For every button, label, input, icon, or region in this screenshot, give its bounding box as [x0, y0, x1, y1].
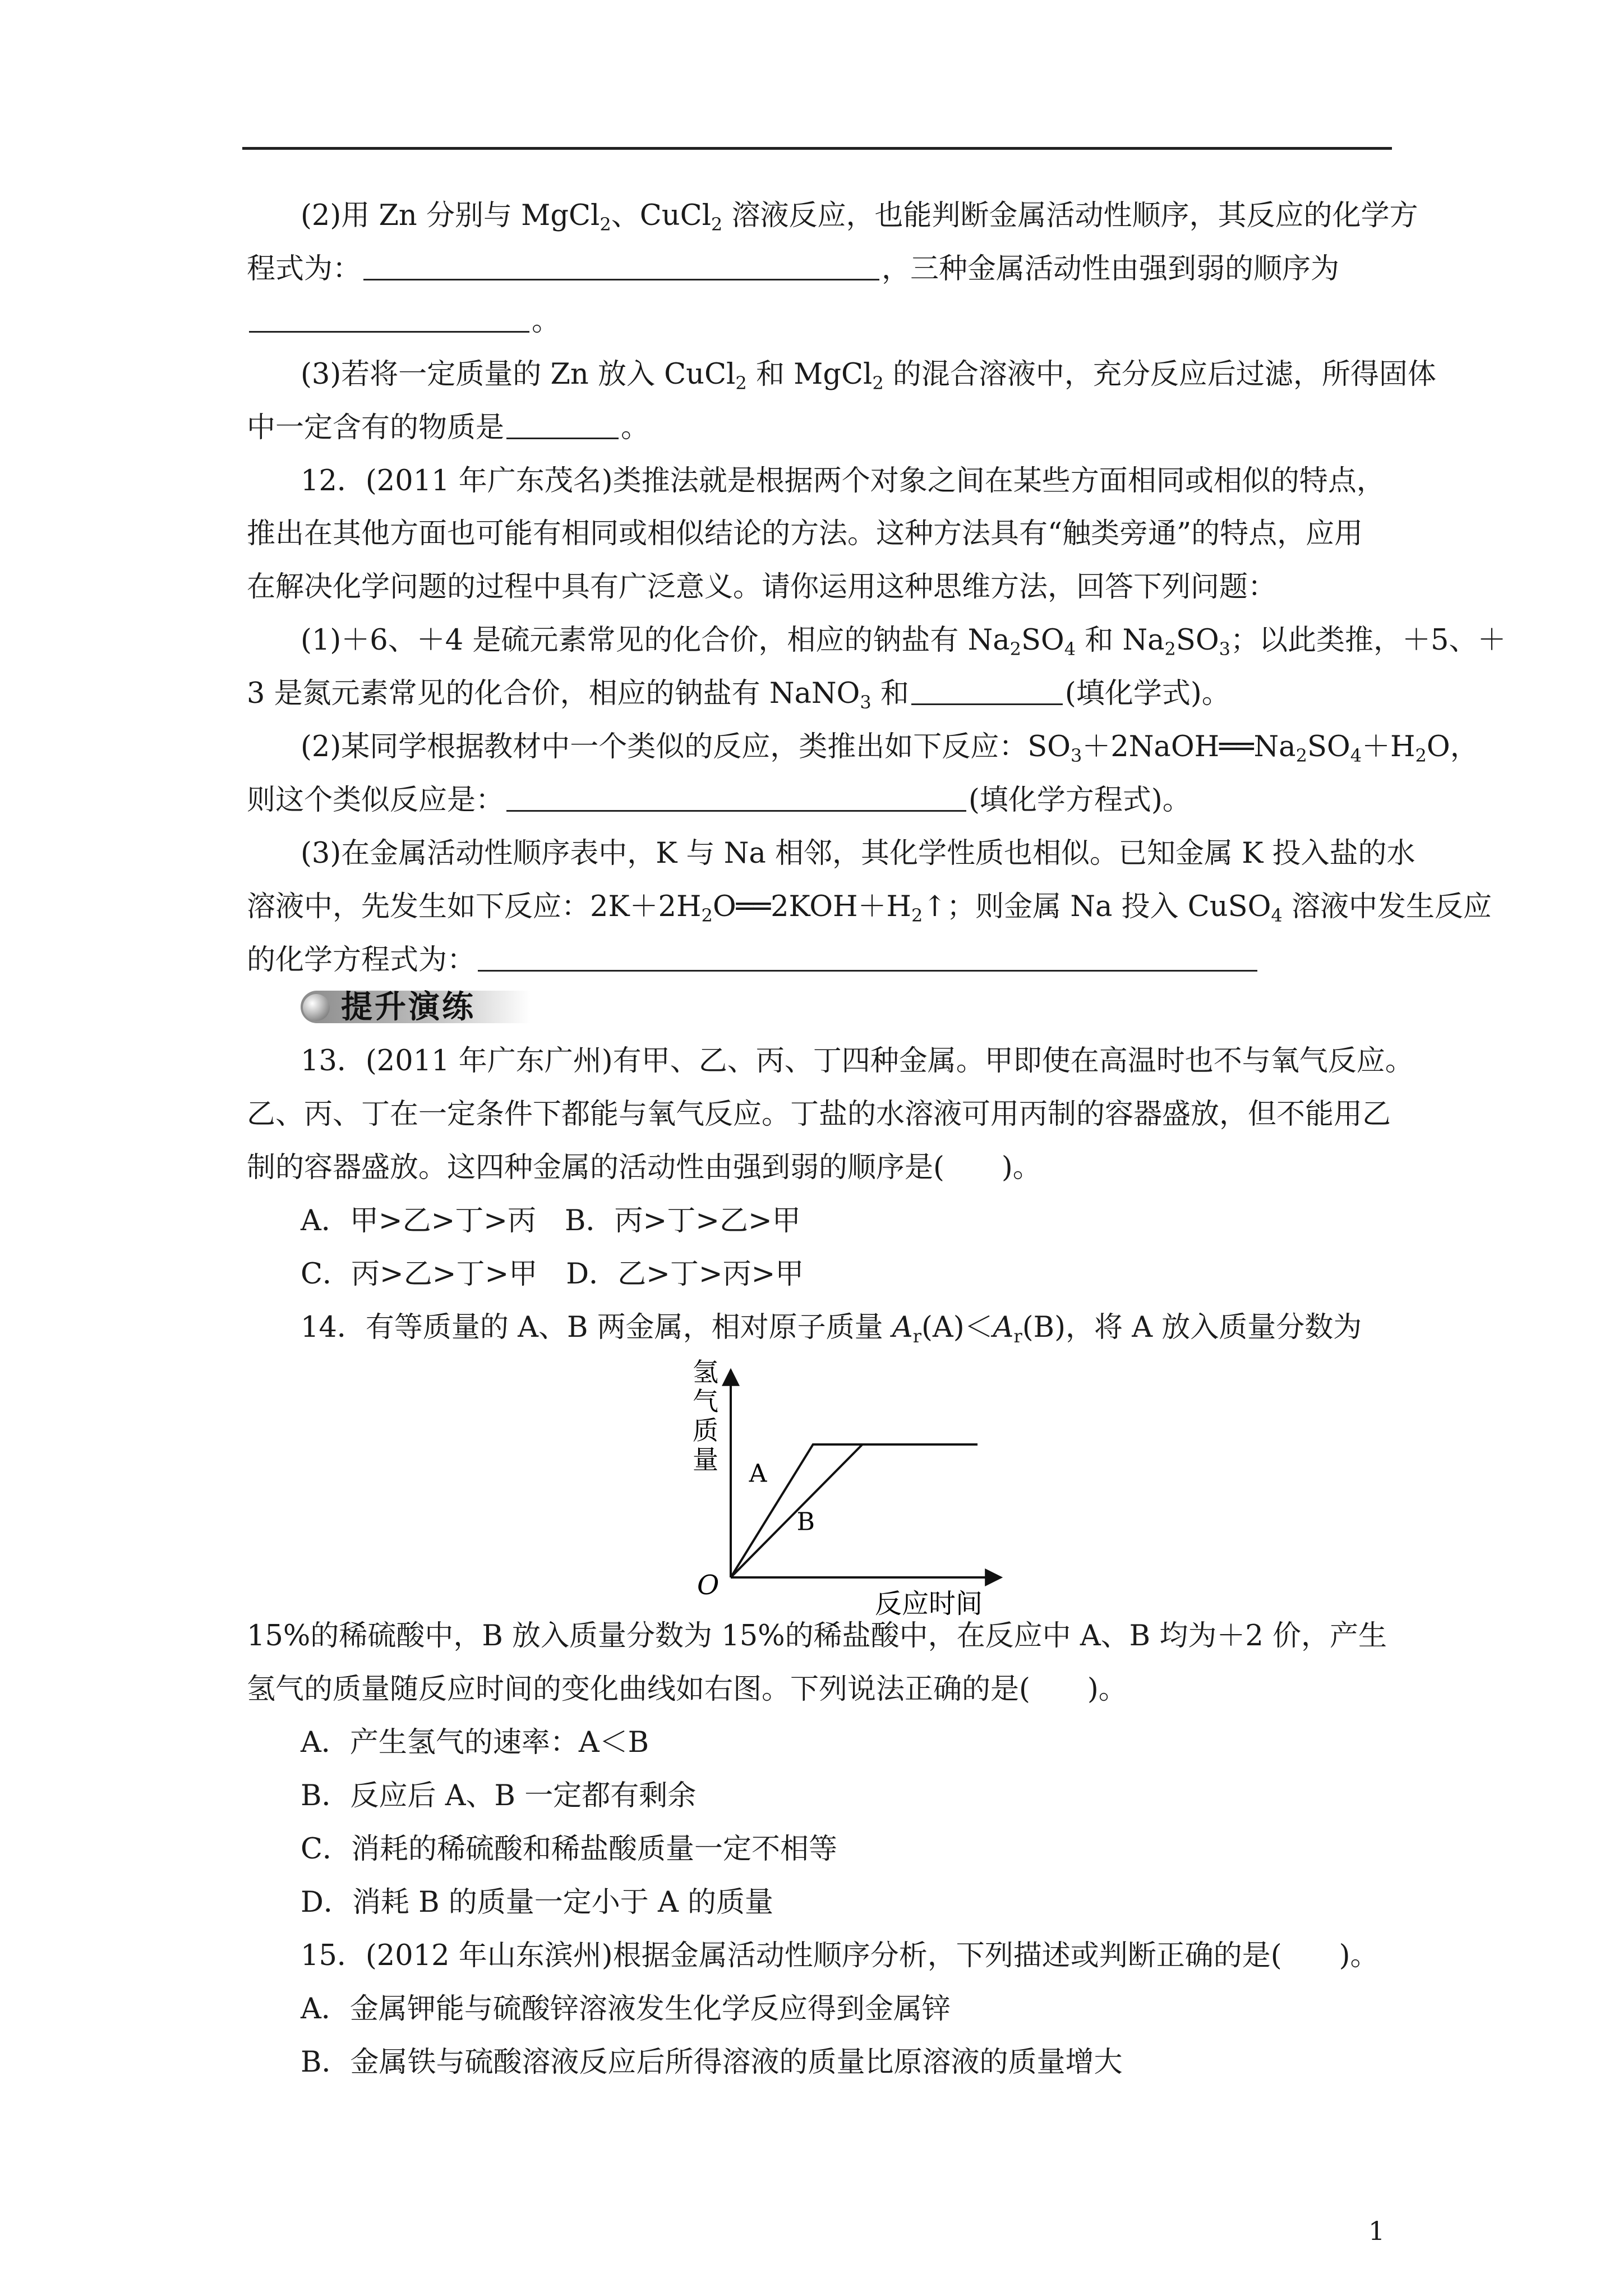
series-label-a: A — [749, 1459, 767, 1488]
q12-line1: 12．(2011 年广东茂名)类推法就是根据两个对象之间在某些方面相同或相似的特点， — [301, 464, 1385, 498]
answer-blank[interactable] — [478, 945, 1257, 972]
q12-part3-line1: (3)在金属活动性顺序表中，K 与 Na 相邻，其化学性质也相似。已知金属 K 投入盐的水 — [301, 837, 1415, 870]
x-axis-label: 反应时间 — [875, 1588, 983, 1616]
bullet-ball-icon — [303, 994, 330, 1021]
q12-part2-line2: 则这个类似反应是： (填化学方程式)。 — [247, 784, 1191, 817]
origin-label: O — [697, 1570, 720, 1601]
answer-blank[interactable] — [249, 306, 529, 333]
q14-option-b: B．反应后 A、B 一定都有剩余 — [301, 1779, 697, 1812]
page-number: 1 — [1368, 2216, 1385, 2246]
q14-line3: 氢气的质量随反应时间的变化曲线如右图。下列说法正确的是( )。 — [247, 1673, 1127, 1706]
q15-option-b: B．金属铁与硫酸溶液反应后所得溶液的质量比原溶液的质量增大 — [301, 2046, 1123, 2079]
q12-part2-line1: (2)某同学根据教材中一个类似的反应，类推出如下反应：$SO_3+2NaOH══Na_2SO_4+H_2O$， — [301, 730, 1479, 766]
q13-line2: 乙、丙、丁在一定条件下都能与氧气反应。丁盐的水溶液可用丙制的容器盛放，但不能用乙 — [247, 1098, 1391, 1131]
q12-line2: 推出在其他方面也可能有相同或相似结论的方法。这种方法具有“触类旁通”的特点，应用 — [247, 517, 1363, 550]
q12-part3-line2: 溶液中，先发生如下反应：$2K+2H_2O══2KOH+H_2↑$；则金属 Na 投入 CuSO$_4$ 溶液中发生反应 — [247, 890, 1492, 926]
q14-option-a: A．产生氢气的速率：A＜B — [301, 1726, 649, 1759]
q14-option-d: D．消耗 B 的质量一定小于 A 的质量 — [301, 1886, 774, 1919]
q11-part3-line2: 中一定含有的物质是 。 — [247, 411, 650, 444]
header-rule — [242, 147, 1392, 150]
answer-blank[interactable] — [911, 679, 1063, 705]
q12-part1-line2: 3 是氮元素常见的化合价，相应的钠盐有 NaNO$_3$ 和 (填化学式)。 — [247, 677, 1230, 713]
q14-line2: 15%的稀硫酸中，B 放入质量分数为 15%的稀盐酸中，在反应中 A、B 均为＋2 价，产生 — [247, 1619, 1387, 1653]
answer-blank[interactable] — [506, 785, 966, 812]
answer-blank[interactable] — [363, 254, 879, 280]
q11-part3-line1: (3)若将一定质量的 Zn 放入 CuCl$_2$ 和 MgCl$_2$ 的混合溶液中，充分反应后过滤，所得固体 — [301, 358, 1436, 394]
q12-part1-line1: (1)＋6、＋4 是硫元素常见的化合价，相应的钠盐有 $Na_2SO_4$ 和 $Na_2SO_3$；以此类推，＋5、＋ — [301, 624, 1506, 660]
section-header — [301, 986, 536, 1025]
q15-option-a: A．金属钾能与硫酸锌溶液发生化学反应得到金属锌 — [301, 1993, 951, 2026]
q13-line1: 13．(2011 年广东广州)有甲、乙、丙、丁四种金属。甲即使在高温时也不与氧气反应。 — [301, 1045, 1414, 1078]
q13-line3: 制的容器盛放。这四种金属的活动性由强到弱的顺序是( )。 — [247, 1151, 1041, 1184]
q14-line1: 14．有等质量的 A、B 两金属，相对原子质量 $A_r(A)<A_r(B)$，将 A 放入质量分数为 — [301, 1311, 1362, 1347]
y-axis-label: 氢气质量 — [693, 1357, 718, 1475]
q11-part2-line3: 。 — [247, 305, 1396, 338]
q11-part2-line1: (2)用 Zn 分别与 MgCl$_2$、CuCl$_2$ 溶液反应，也能判断金属活动性顺序，其反应的化学方 — [301, 199, 1418, 235]
q15-line1: 15．(2012 年山东滨州)根据金属活动性顺序分析，下列描述或判断正确的是( )。 — [301, 1939, 1379, 1972]
q12-part3-line3: 的化学方程式为： — [247, 944, 1396, 977]
q12-line3: 在解决化学问题的过程中具有广泛意义。请你运用这种思维方法，回答下列问题： — [247, 570, 1277, 604]
series-line-b — [731, 1444, 978, 1577]
hydrogen-mass-chart — [681, 1352, 1029, 1616]
series-line-a — [731, 1444, 978, 1577]
q14-option-c: C．消耗的稀硫酸和稀盐酸质量一定不相等 — [301, 1833, 838, 1866]
answer-blank[interactable] — [506, 413, 619, 439]
q13-options-ab: A．甲>乙>丁>丙 B．丙>丁>乙>甲 — [301, 1204, 801, 1237]
q13-options-cd: C．丙>乙>丁>甲 D．乙>丁>丙>甲 — [301, 1258, 804, 1291]
q11-part2-line2: 程式为： ，三种金属活动性由强到弱的顺序为 — [247, 252, 1340, 286]
series-label-b: B — [796, 1507, 815, 1536]
section-title: 提升演练 — [341, 989, 476, 1025]
